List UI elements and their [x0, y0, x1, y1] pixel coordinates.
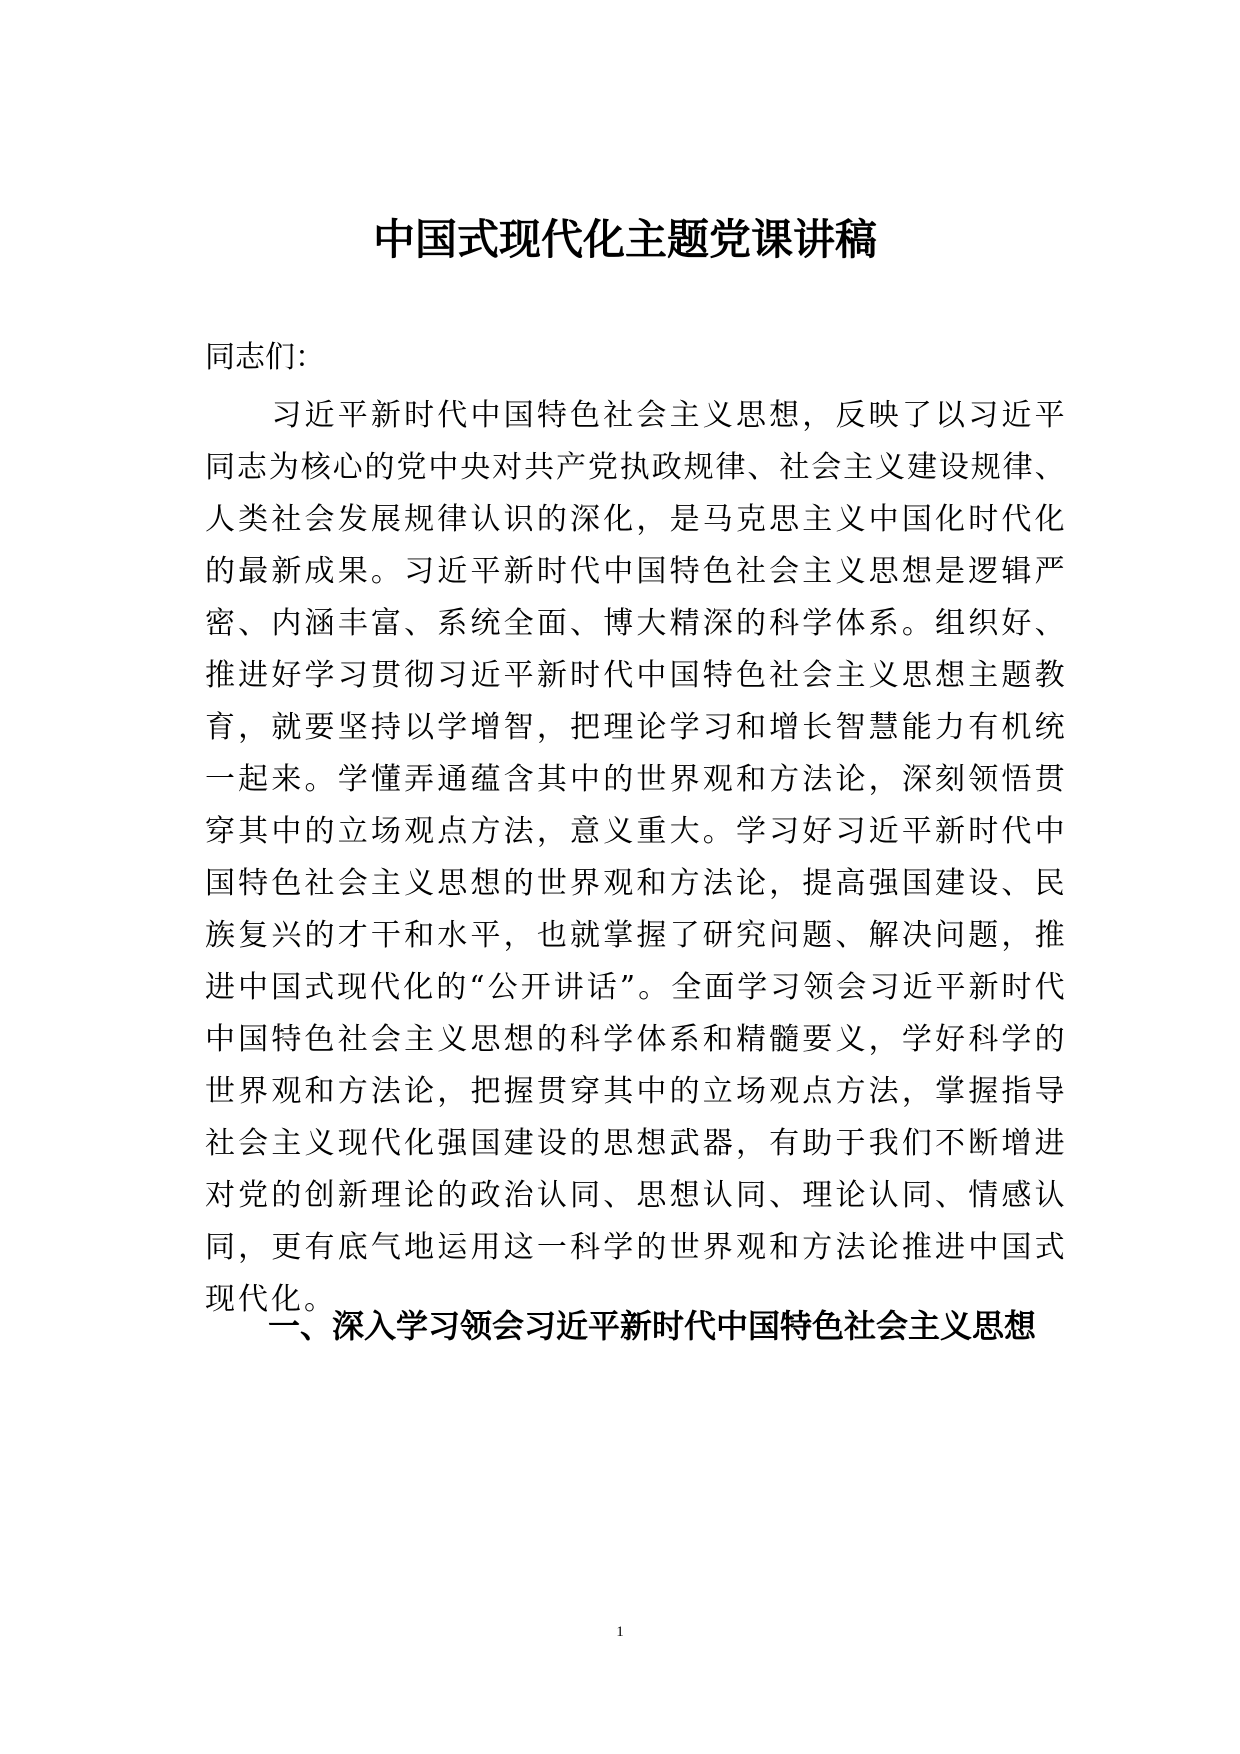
- paragraph-line: 族复兴的才干和水平，也就掌握了研究问题、解决问题，推: [205, 918, 1065, 953]
- paragraph-line: 中国特色社会主义思想的科学体系和精髓要义，学好科学的: [205, 1022, 1065, 1057]
- paragraph-line: 国特色社会主义思想的世界观和方法论，提高强国建设、民: [205, 866, 1065, 901]
- paragraph-line: 一起来。学懂弄通蕴含其中的世界观和方法论，深刻领悟贯: [205, 762, 1065, 797]
- paragraph-line: 社会主义现代化强国建设的思想武器，有助于我们不断增进: [205, 1126, 1065, 1161]
- paragraph-line: 习近平新时代中国特色社会主义思想，反映了以习近平: [205, 398, 1065, 433]
- document-title: 中国式现代化主题党课讲稿: [372, 215, 877, 264]
- paragraph-line: 育，就要坚持以学增智，把理论学习和增长智慧能力有机统: [205, 710, 1065, 745]
- paragraph-line: 同，更有底气地运用这一科学的世界观和方法论推进中国式: [205, 1230, 1065, 1265]
- paragraph-line: 同志为核心的党中央对共产党执政规律、社会主义建设规律、: [205, 450, 1065, 485]
- paragraph-line: 的最新成果。习近平新时代中国特色社会主义思想是逻辑严: [205, 554, 1065, 589]
- paragraph-line: 穿其中的立场观点方法，意义重大。学习好习近平新时代中: [205, 814, 1065, 849]
- paragraph-line: 进中国式现代化的“公开讲话”。全面学习领会习近平新时代: [205, 970, 1065, 1005]
- paragraph-line: 密、内涵丰富、系统全面、博大精深的科学体系。组织好、: [205, 606, 1065, 641]
- body-paragraph: [205, 390, 1065, 1326]
- section-heading: 一、深入学习领会习近平新时代中国特色社会主义思想: [268, 1307, 1037, 1345]
- salutation: 同志们：: [205, 340, 325, 375]
- paragraph-line: 人类社会发展规律认识的深化，是马克思主义中国化时代化: [205, 502, 1065, 537]
- paragraph-line: 对党的创新理论的政治认同、思想认同、理论认同、情感认: [205, 1178, 1065, 1213]
- paragraph-line: 推进好学习贯彻习近平新时代中国特色社会主义思想主题教: [205, 658, 1065, 693]
- paragraph-line: 世界观和方法论，把握贯穿其中的立场观点方法，掌握指导: [205, 1074, 1065, 1109]
- page-number: 1: [616, 1624, 624, 1640]
- paragraph-line: 现代化。: [205, 1282, 337, 1317]
